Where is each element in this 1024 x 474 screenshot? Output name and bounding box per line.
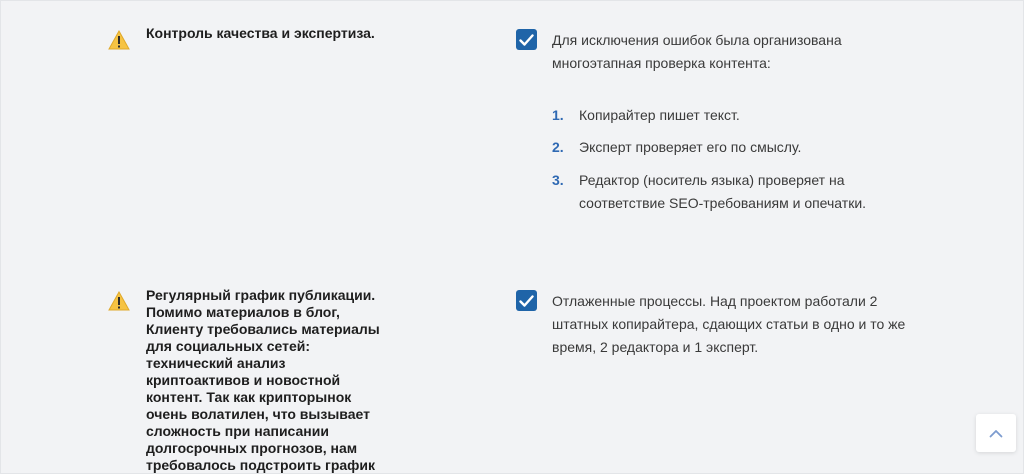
step-text: Эксперт проверяет его по смыслу. [579,139,802,155]
step-number: 3. [552,172,564,188]
solution-text: Для исключения ошибок была организована многоэтапная проверка контента: [552,32,842,71]
solution-text: Отлаженные процессы. Над проектом работали 2 штатных копирайтера, сдающих статьи в одно и то же время, 2 редактора и 1 эксперт. [552,293,906,355]
checkbox-checked-icon [516,29,537,50]
warning-triangle-icon [108,291,130,311]
chevron-up-icon [989,429,1003,438]
step-number: 1. [552,107,564,123]
checkbox-checked-icon [516,290,537,311]
step-text: Копирайтер пишет текст. [579,107,740,123]
problem-text: Регулярный график публикации. Помимо материалов в блог, Клиенту требовались материалы для социальных сетей: технический анализ криптоактивов и новостной контент. Так как крипторынок очень волатилен, что вызывает сложность при написании долгосрочных прогнозов, нам требовалось подстроить график [146,287,380,473]
step-text: Редактор (носитель языка) проверяет на соответствие SEO-требованиям и опечатки. [579,172,867,211]
warning-triangle-icon [108,30,130,50]
problem-text: Контроль качества и экспертиза. [146,25,375,41]
step-number: 2. [552,139,564,155]
scroll-to-top-button[interactable] [976,414,1016,452]
